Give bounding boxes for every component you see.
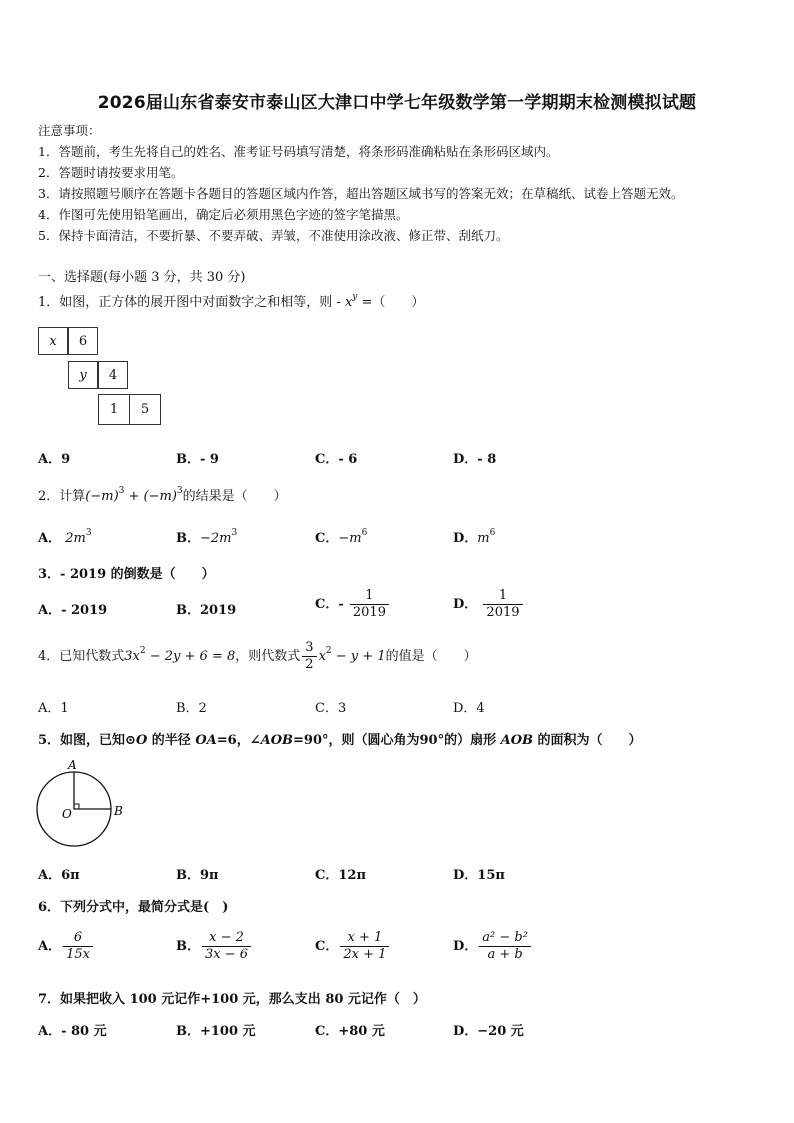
right-angle-mark xyxy=(74,804,79,809)
option-b[interactable]: B．2 xyxy=(176,701,207,716)
option-c[interactable]: C． $\frac{x + 1}{2x + 1}$ xyxy=(315,930,391,963)
option-c[interactable]: C．- $\frac{1}{2019}$ xyxy=(315,588,391,621)
option-b[interactable]: B．- 9 xyxy=(176,452,219,467)
net-cell: 4 xyxy=(98,361,128,389)
question-7-stem: 7．如果把收入 100 元记作+100 元，那么支出 80 元记作（ ） xyxy=(38,992,426,1007)
option-a[interactable]: A． $2m^3$ xyxy=(38,528,92,546)
net-cell: 1 xyxy=(98,394,130,425)
option-c[interactable]: C．12π xyxy=(315,868,366,883)
page-title: 2026届山东省泰安市泰山区大津口中学七年级数学第一学期期末检测模拟试题 xyxy=(97,93,697,113)
option-d[interactable]: D．- 8 xyxy=(453,452,497,467)
note-item: 5．保持卡面清洁，不要折暴、不要弄破、弄皱，不准使用涂改液、修正带、刮纸刀。 xyxy=(38,228,509,243)
circle-sector-figure xyxy=(30,755,140,855)
label-o: O xyxy=(62,807,72,821)
question-5-stem: 5．如图，已知⊙O 的半径 OA=6，∠AOB=90°，则（圆心角为90°的）扇形 AOB 的面积为（ ） xyxy=(38,733,642,748)
net-cell: 5 xyxy=(129,394,161,425)
option-c[interactable]: C．3 xyxy=(315,701,347,716)
net-cell: x xyxy=(38,327,68,355)
option-d[interactable]: D． $\frac{\text{a² − b²}}{a + b}$ xyxy=(453,930,533,963)
label-b: B xyxy=(114,804,123,818)
option-b[interactable]: B． $\frac{x - 2}{3x - 6}$ xyxy=(176,930,253,963)
option-c[interactable]: C．+80 元 xyxy=(315,1024,385,1039)
question-3-stem: 3．- 2019 的倒数是（ ） xyxy=(38,567,215,582)
option-c[interactable]: C．$-m^6$ xyxy=(315,528,368,546)
option-d[interactable]: D．−20 元 xyxy=(453,1024,524,1039)
option-d[interactable]: D． $\frac{1}{2019}$ xyxy=(453,588,525,621)
question-6-stem: 6．下列分式中，最简分式是( ) xyxy=(38,900,229,915)
note-item: 2．答题时请按要求用笔。 xyxy=(38,165,184,180)
option-b[interactable]: B．+100 元 xyxy=(176,1024,256,1039)
net-cell: y xyxy=(68,361,98,389)
note-item: 3．请按照题号顺序在答题卡各题目的答题区域内作答，超出答题区域书写的答案无效；在草稿纸、试卷上答题无效。 xyxy=(38,186,684,201)
notes-heading: 注意事项： xyxy=(38,123,101,138)
section-heading: 一、选择题(每小题 3 分，共 30 分) xyxy=(38,270,246,285)
question-4-stem: 4．已知代数式$3x^2 - 2y + 6 = 8$，则代数式 $\frac{3}{2}$ $x^2 - y + 1$的值是（ ） xyxy=(38,640,477,672)
option-a[interactable]: A．9 xyxy=(38,452,71,467)
label-a: A xyxy=(68,758,77,772)
net-cell: 6 xyxy=(68,327,98,355)
option-b[interactable]: B．2019 xyxy=(176,603,237,618)
option-b[interactable]: B．$-2m^3$ xyxy=(176,528,238,546)
note-item: 1．答题前，考生先将自己的姓名、准考证号码填写清楚，将条形码准确粘贴在条形码区域内。 xyxy=(38,144,559,159)
option-d[interactable]: D．15π xyxy=(453,868,505,883)
option-b[interactable]: B．9π xyxy=(176,868,219,883)
option-d[interactable]: D．$m^6$ xyxy=(453,528,496,546)
option-a[interactable]: A．1 xyxy=(38,701,69,716)
option-d[interactable]: D．4 xyxy=(453,701,485,716)
note-item: 4．作图可先使用铅笔画出，确定后必须用黑色字迹的签字笔描黑。 xyxy=(38,207,409,222)
option-a[interactable]: A．- 80 元 xyxy=(38,1024,107,1039)
question-1-stem: 1．如图，正方体的展开图中对面数字之和相等，则 - $x^y$ =（ ） xyxy=(38,292,425,310)
option-c[interactable]: C．- 6 xyxy=(315,452,358,467)
option-a[interactable]: A．- 2019 xyxy=(38,603,108,618)
option-a[interactable]: A．6π xyxy=(38,868,80,883)
option-a[interactable]: A． $\frac{6}{15x}$ xyxy=(38,930,95,963)
question-2-stem: 2．计算$(-m)^3 + (-m)^3$的结果是（ ） xyxy=(38,486,287,504)
